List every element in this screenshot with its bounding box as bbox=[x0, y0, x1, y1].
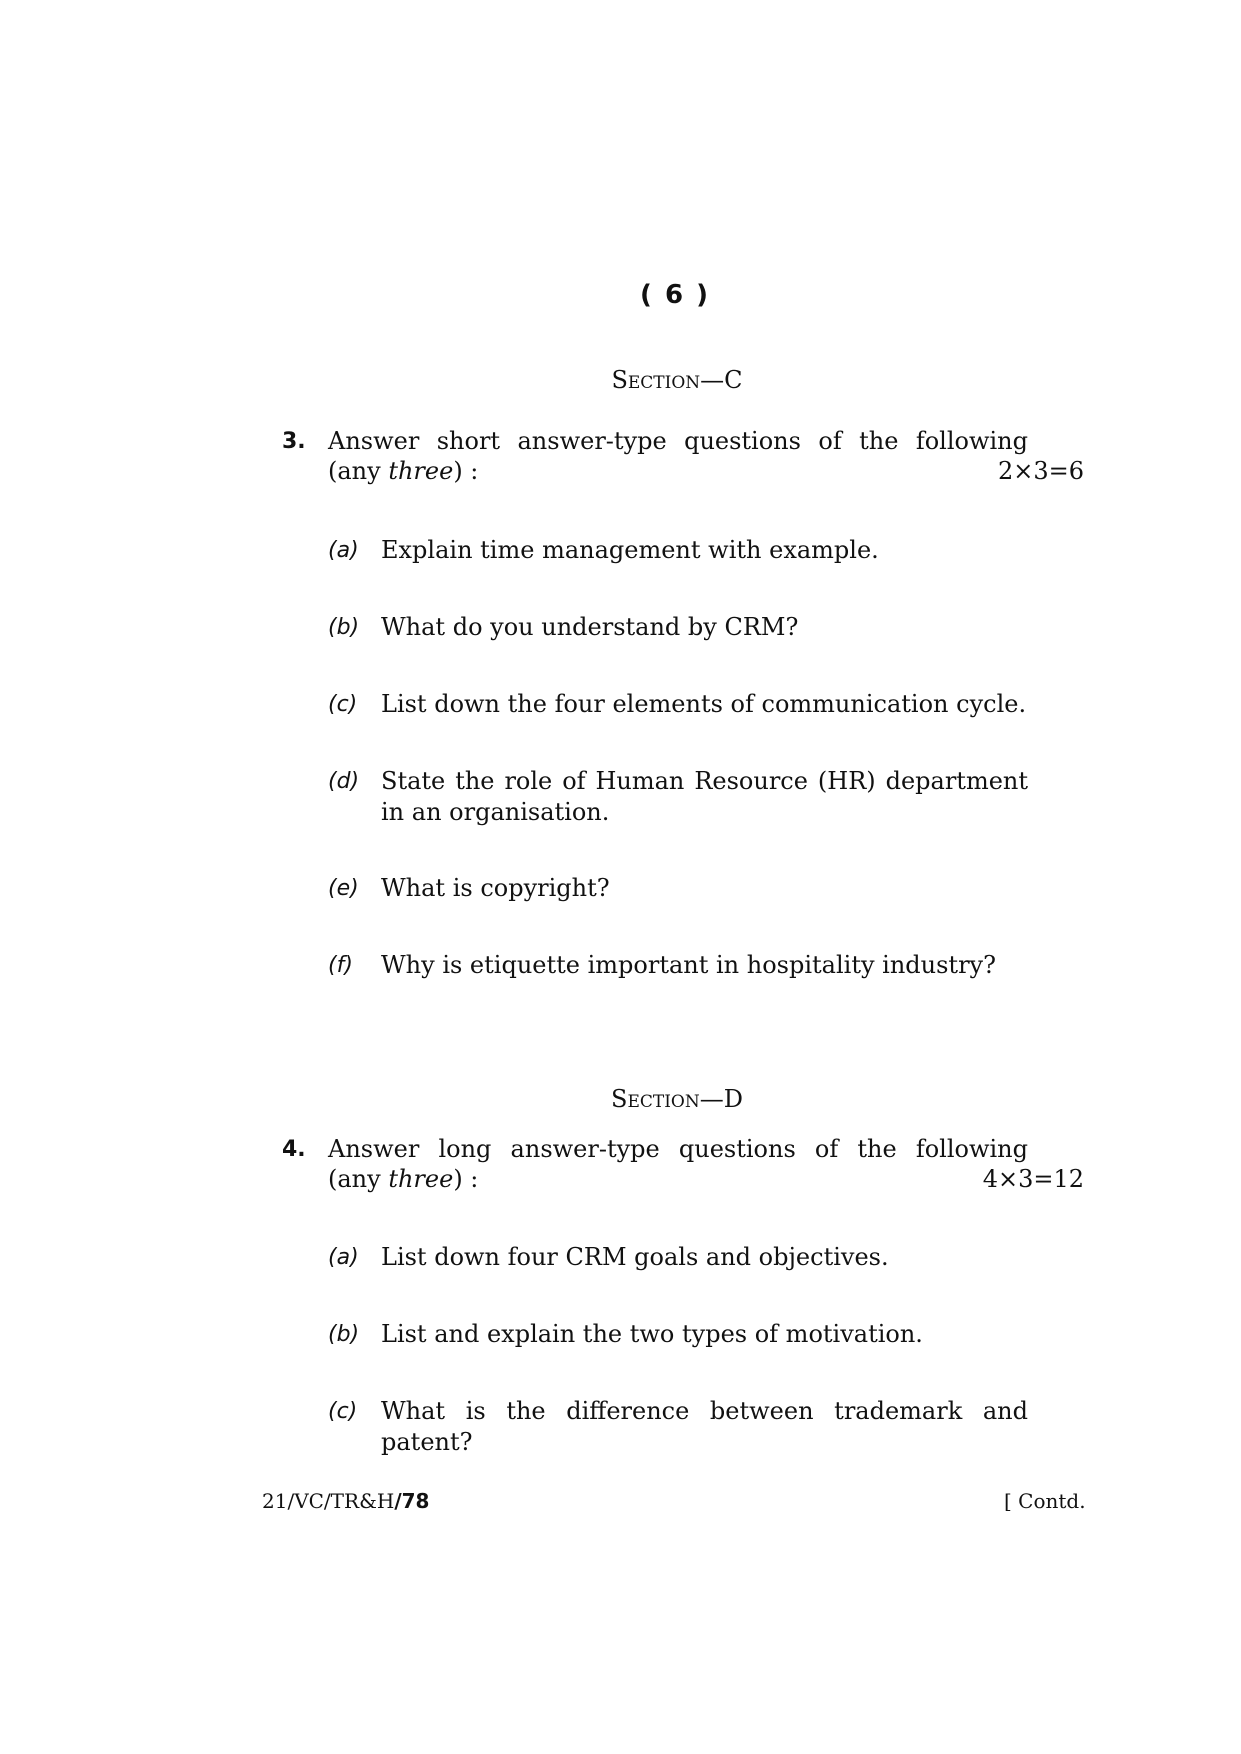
question-4-instruction: Answer long answer-type questions of the following bbox=[328, 1135, 1028, 1163]
section-c-heading-word: Section bbox=[611, 366, 701, 394]
section-c-heading-letter: C bbox=[724, 366, 743, 394]
item-label: (c) bbox=[328, 692, 358, 717]
question-4-number: 4. bbox=[282, 1137, 306, 1162]
paper-code bbox=[262, 1489, 429, 1513]
paper-code-prefix: 21/VC/TR&H bbox=[262, 1489, 395, 1513]
question-4-any-prefix: (any bbox=[328, 1165, 389, 1193]
item-text-line2: patent? bbox=[381, 1428, 473, 1456]
question-3-any-emphasis: three bbox=[388, 457, 454, 485]
paper-code-number: /78 bbox=[394, 1489, 430, 1513]
question-3-item-d bbox=[328, 766, 1028, 828]
question-4-any-emphasis: three bbox=[388, 1165, 454, 1193]
section-d-heading-letter: D bbox=[723, 1085, 743, 1113]
item-text-line2: in an organisation. bbox=[381, 798, 610, 826]
item-text: List down the four elements of communication cycle. bbox=[381, 690, 1027, 718]
section-d-heading-word: Section bbox=[611, 1085, 700, 1113]
item-label: (c) bbox=[328, 1399, 358, 1424]
item-text: Explain time management with example. bbox=[381, 536, 879, 564]
question-4-instruction-line2 bbox=[328, 1165, 1084, 1193]
item-label: (d) bbox=[328, 769, 360, 794]
question-3-instruction-line2 bbox=[328, 457, 1084, 485]
item-text: List and explain the two types of motivation. bbox=[381, 1320, 923, 1348]
question-4-item-c bbox=[328, 1396, 1028, 1458]
item-label: (a) bbox=[328, 538, 359, 563]
question-4-any-suffix: ) : bbox=[453, 1165, 479, 1193]
question-4-marks: 4×3=12 bbox=[982, 1165, 1084, 1193]
item-label: (e) bbox=[328, 876, 359, 901]
continued-note: [ Contd. bbox=[1004, 1489, 1086, 1513]
question-3-marks: 2×3=6 bbox=[997, 457, 1084, 485]
question-3-any-suffix: ) : bbox=[453, 457, 479, 485]
section-d-heading bbox=[0, 1085, 1241, 1113]
item-text-line1: State the role of Human Resource (HR) department bbox=[381, 767, 1028, 795]
section-c-heading bbox=[0, 366, 1241, 394]
item-text: List down four CRM goals and objectives. bbox=[381, 1243, 889, 1271]
section-d-heading-dash: — bbox=[699, 1085, 724, 1113]
page-number: ( 6 ) bbox=[640, 280, 710, 310]
item-text: Why is etiquette important in hospitality industry? bbox=[381, 951, 996, 979]
item-label: (a) bbox=[328, 1245, 359, 1270]
item-text-line1: What is the difference between trademark and bbox=[381, 1397, 1028, 1425]
question-3-any-prefix: (any bbox=[328, 457, 389, 485]
item-text: What is copyright? bbox=[381, 874, 610, 902]
item-label: (b) bbox=[328, 1322, 360, 1347]
question-3-number: 3. bbox=[282, 429, 306, 454]
item-label: (b) bbox=[328, 615, 360, 640]
section-c-heading-dash: — bbox=[700, 366, 725, 394]
item-label: (f) bbox=[328, 953, 353, 978]
question-3-instruction: Answer short answer-type questions of the following bbox=[328, 427, 1028, 455]
item-text: What do you understand by CRM? bbox=[381, 613, 799, 641]
